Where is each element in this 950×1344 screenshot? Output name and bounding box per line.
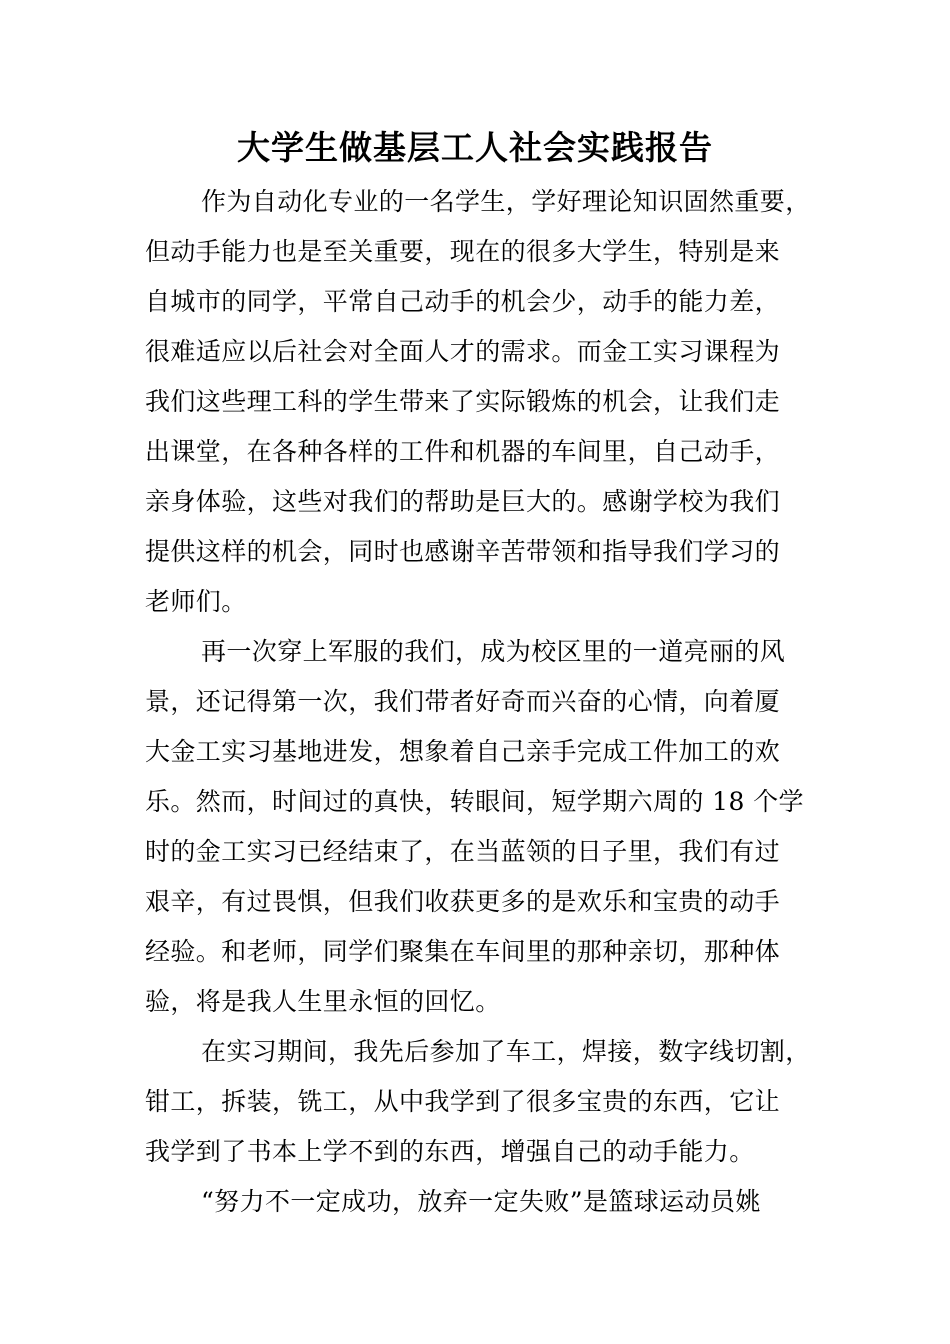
paragraph-3: [145, 1027, 827, 1177]
text-line: 我学到了书本上学不到的东西，增强自己的动手能力。: [145, 1137, 755, 1166]
text-line: 钳工，拆装，铣工，从中我学到了很多宝贵的东西，它让: [145, 1087, 781, 1116]
paragraph-4: [145, 1177, 827, 1227]
text-line: 提供这样的机会，同时也感谢辛苦带领和指导我们学习的: [145, 537, 781, 566]
text-line: 验，将是我人生里永恒的回忆。: [145, 987, 501, 1016]
text-line: 经验。和老师，同学们聚集在车间里的那种亲切，那种体: [145, 937, 781, 966]
paragraph-1: [145, 177, 827, 627]
text-line: 我们这些理工科的学生带来了实际锻炼的机会，让我们走: [145, 387, 781, 416]
text-line: 时的金工实习已经结束了，在当蓝领的日子里，我们有过: [145, 837, 781, 866]
paragraph-2: [145, 627, 827, 1027]
text-line: 景，还记得第一次，我们带者好奇而兴奋的心情，向着厦: [145, 687, 781, 716]
text-line: 自城市的同学，平常自己动手的机会少，动手的能力差，: [145, 287, 781, 316]
text-line: “努力不一定成功，放弃一定失败”是篮球运动员姚: [201, 1187, 761, 1216]
text-line: 但动手能力也是至关重要，现在的很多大学生，特别是来: [145, 237, 781, 266]
text-line: 出课堂，在各种各样的工件和机器的车间里，自己动手，: [145, 437, 781, 466]
document-body: [145, 177, 827, 1227]
document-title: 大学生做基层工人社会实践报告: [237, 128, 713, 167]
text-line: 大金工实习基地进发，想象着自己亲手完成工件加工的欢: [145, 737, 781, 766]
text-line: 亲身体验，这些对我们的帮助是巨大的。感谢学校为我们: [145, 487, 781, 516]
text-line: 乐。然而，时间过的真快，转眼间，短学期六周的 18 个学: [145, 787, 804, 816]
text-line: 老师们。: [145, 587, 247, 616]
text-line: 在实习期间，我先后参加了车工，焊接，数字线切割，: [201, 1037, 811, 1066]
text-line: 再一次穿上军服的我们，成为校区里的一道亮丽的风: [201, 637, 786, 666]
text-line: 作为自动化专业的一名学生，学好理论知识固然重要，: [201, 187, 811, 216]
text-line: 很难适应以后社会对全面人才的需求。而金工实习课程为: [145, 337, 781, 366]
text-line: 艰辛，有过畏惧，但我们收获更多的是欢乐和宝贵的动手: [145, 887, 781, 916]
